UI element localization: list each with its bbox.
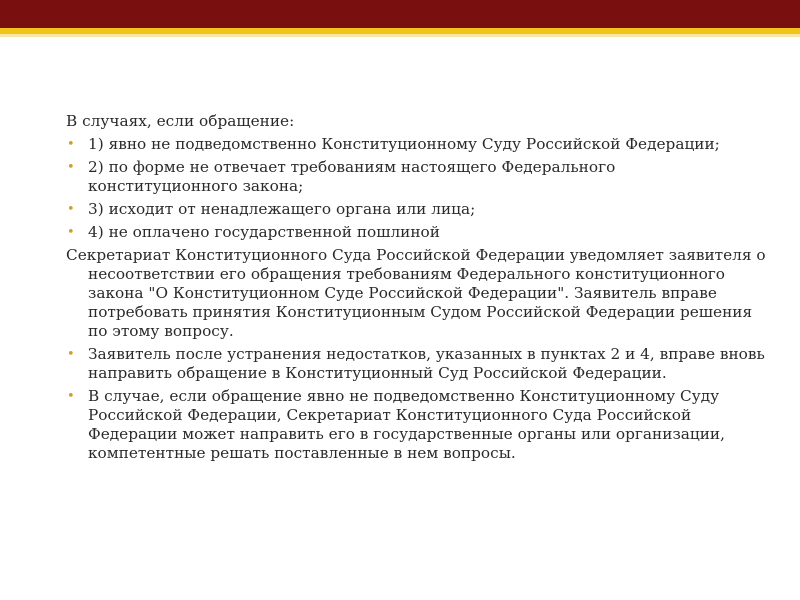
bullet-dot-icon: • <box>67 389 75 404</box>
condition-item <box>66 135 766 154</box>
condition-text: 1) явно не подведомственно Конституционному Суду Российской Федерации; <box>88 135 720 153</box>
bullet-dot-icon: • <box>67 347 75 362</box>
condition-item <box>66 223 766 242</box>
top-band <box>0 0 800 28</box>
note-item <box>66 387 766 463</box>
note-text: В случае, если обращение явно не подведомственно Конституционному Суду Российской Федерации, Секретариат Конституционного Суда Российской Федерации может направить его в государственные органы или организации, компетентные решать поставленные в нем вопросы. <box>88 387 725 462</box>
accent-band-highlight <box>0 34 800 37</box>
note-item <box>66 345 766 383</box>
bullet-dot-icon: • <box>67 202 75 217</box>
condition-text: 3) исходит от ненадлежащего органа или лица; <box>88 200 476 218</box>
condition-item <box>66 200 766 219</box>
bullet-dot-icon: • <box>67 137 75 152</box>
bullet-dot-icon: • <box>67 225 75 240</box>
intro-text: В случаях, если обращение: <box>66 112 295 130</box>
note-text: Заявитель после устранения недостатков, указанных в пунктах 2 и 4, вправе вновь направить обращение в Конституционный Суд Российской Федерации. <box>88 345 765 382</box>
bullet-dot-icon: • <box>67 160 75 175</box>
slide-body <box>66 112 766 467</box>
condition-item <box>66 158 766 196</box>
condition-text: 2) по форме не отвечает требованиям настоящего Федерального конституционного закона; <box>88 158 616 195</box>
condition-text: 4) не оплачено государственной пошлиной <box>88 223 440 241</box>
secretariat-paragraph: Секретариат Конституционного Суда Российской Федерации уведомляет заявителя о несоответствии его обращения требованиям Федерального конституционного закона "О Конституционном Суде Российской Федерации". Заявитель вправе потребовать принятия Конституционным Судом Российской Федерации решения по этому вопросу. <box>66 246 766 340</box>
